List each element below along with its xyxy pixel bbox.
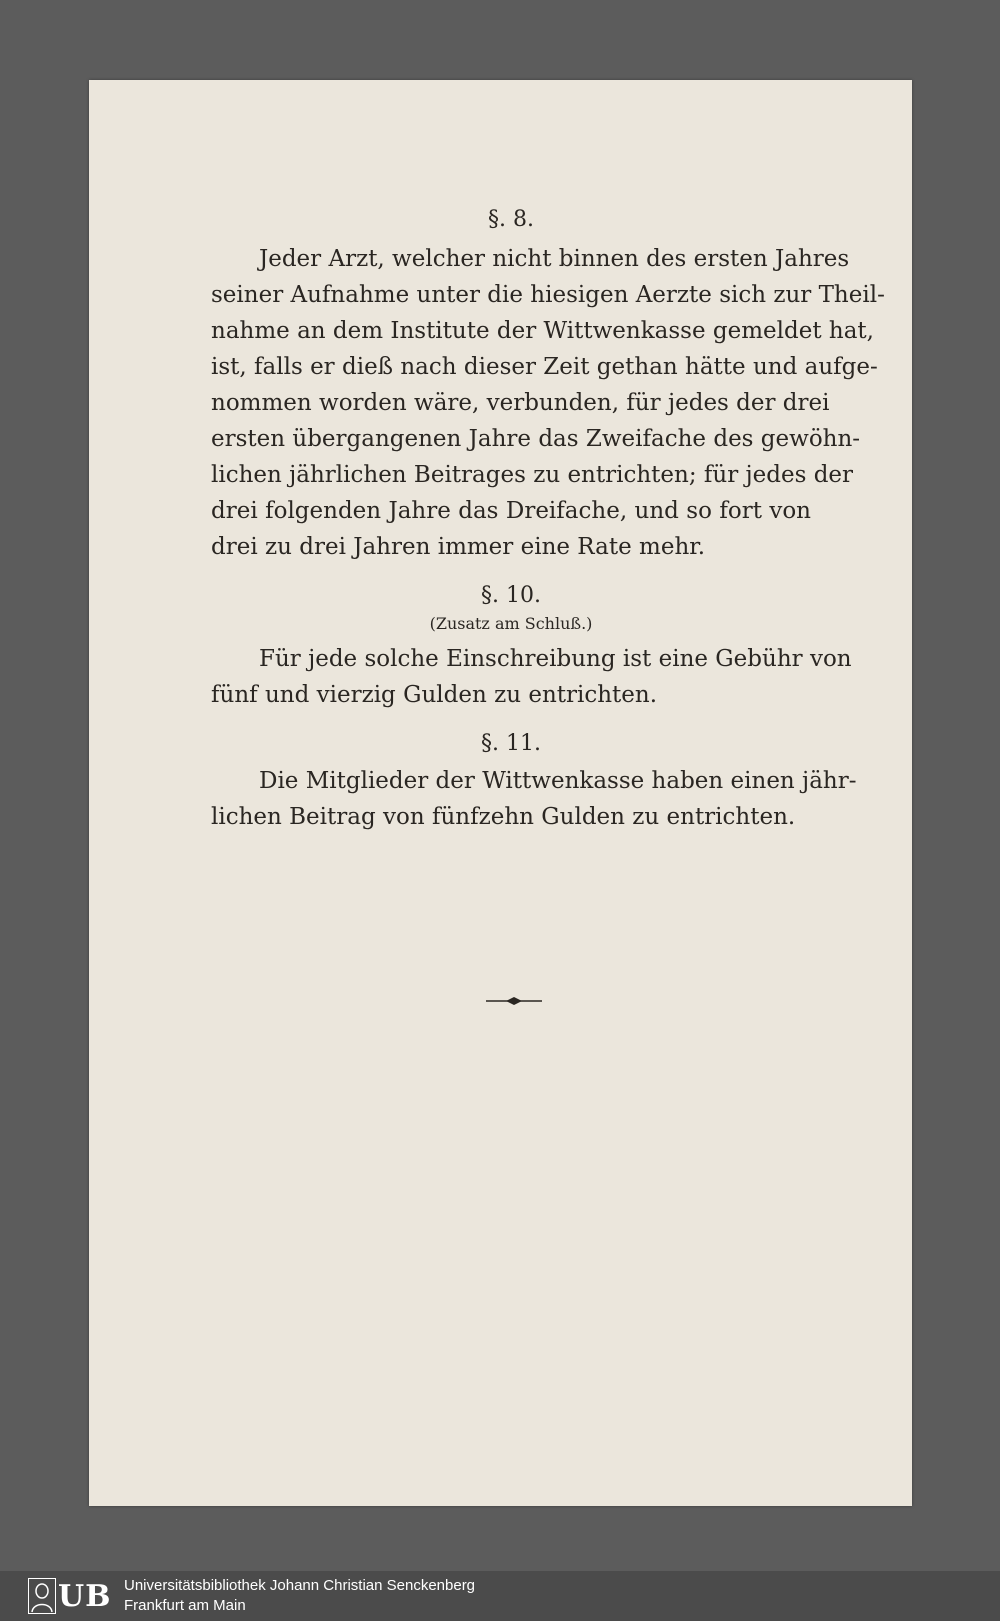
text-line: ist, falls er dieß nach dieser Zeit gethan hätte und aufge- xyxy=(211,354,878,380)
text-line: nommen worden wäre, verbunden, für jedes der drei xyxy=(211,390,830,416)
ornament-divider-icon xyxy=(484,994,544,1008)
section-11-heading: §. 11. xyxy=(481,731,541,756)
section-8-paragraph xyxy=(211,241,885,565)
section-8 xyxy=(211,205,885,565)
portrait-icon xyxy=(28,1578,56,1614)
library-logo xyxy=(28,1577,120,1615)
document-page xyxy=(89,80,912,1506)
text-line: fünf und vierzig Gulden zu entrichten. xyxy=(211,682,658,708)
footer-text xyxy=(124,1576,475,1616)
text-line: ersten übergangenen Jahre das Zweifache des gewöhn- xyxy=(211,426,861,452)
text-line: seiner Aufnahme unter die hiesigen Aerzte sich zur Theil- xyxy=(211,282,885,308)
text-line: Für jede solche Einschreibung ist eine Gebühr von xyxy=(259,646,852,672)
text-line: nahme an dem Institute der Wittwenkasse gemeldet hat, xyxy=(211,318,874,344)
footer-line-city: Frankfurt am Main xyxy=(124,1597,246,1614)
text-line: drei folgenden Jahre das Dreifache, und so fort von xyxy=(211,498,811,524)
library-footer xyxy=(0,1571,1000,1621)
text-line: lichen Beitrag von fünfzehn Gulden zu entrichten. xyxy=(211,804,796,830)
text-line: Die Mitglieder der Wittwenkasse haben einen jähr- xyxy=(259,768,857,794)
section-11-paragraph xyxy=(211,763,857,835)
section-10 xyxy=(211,581,852,713)
section-8-heading: §. 8. xyxy=(488,207,534,232)
section-10-note: (Zusatz am Schluß.) xyxy=(429,614,593,633)
text-line: Jeder Arzt, welcher nicht binnen des ersten Jahres xyxy=(259,246,850,272)
footer-line-library: Universitätsbibliothek Johann Christian Senckenberg xyxy=(124,1577,476,1594)
logo-text: UB xyxy=(58,1578,112,1614)
text-line: drei zu drei Jahren immer eine Rate mehr. xyxy=(211,534,706,560)
section-11 xyxy=(211,729,857,835)
section-10-paragraph xyxy=(211,641,852,713)
text-line: lichen jährlichen Beitrages zu entrichten; für jedes der xyxy=(211,462,854,488)
page-content xyxy=(211,205,885,835)
section-10-heading: §. 10. xyxy=(481,583,541,608)
